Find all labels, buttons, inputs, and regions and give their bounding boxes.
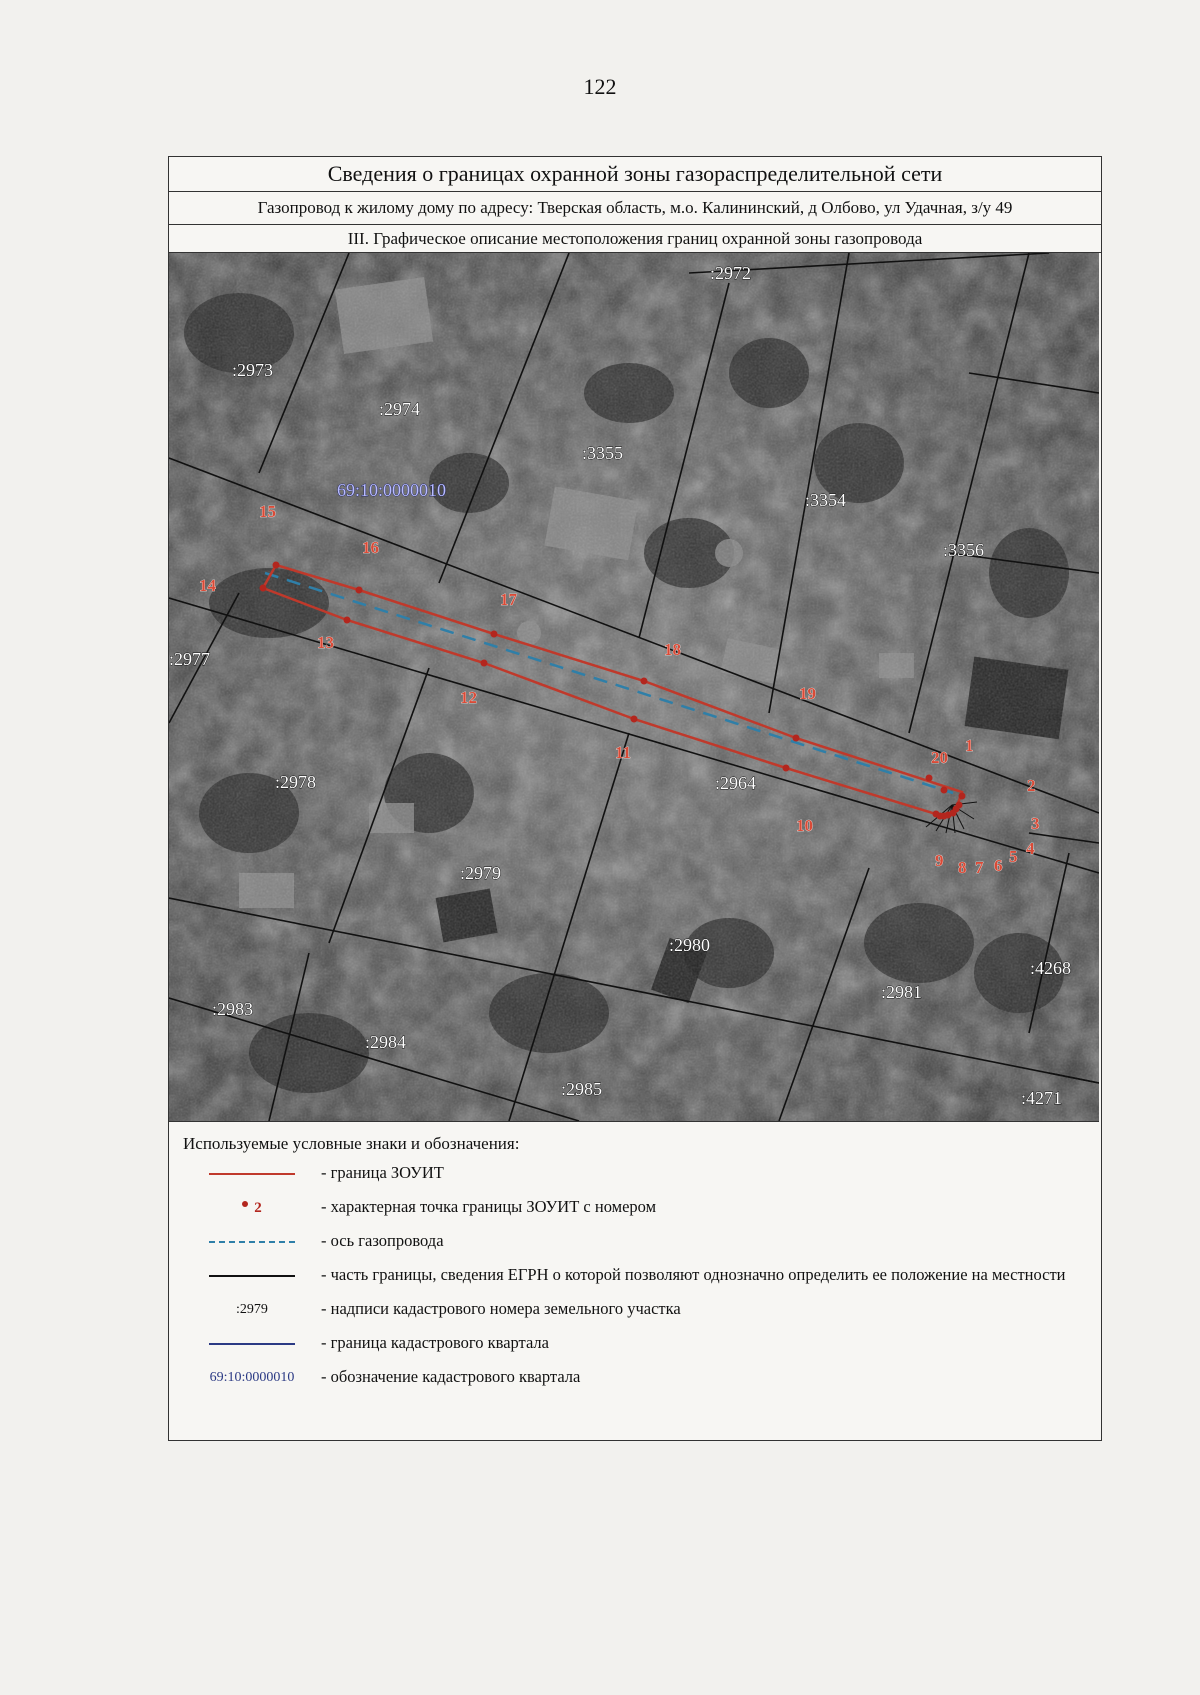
- parcel-label-2979: :2979: [460, 863, 502, 883]
- legend-quarter-sample: 69:10:0000010: [209, 1370, 295, 1385]
- point-19[interactable]: [793, 735, 800, 742]
- parcel-label-2985: :2985: [561, 1079, 603, 1099]
- legend-point-number: 2: [254, 1199, 262, 1216]
- point-20[interactable]: [926, 775, 933, 782]
- point-11[interactable]: [631, 716, 638, 723]
- legend-item-zone-boundary: [183, 1162, 1085, 1186]
- point-label-12: 12: [460, 688, 477, 707]
- point-label-15: 15: [259, 502, 276, 521]
- legend-item-quarter-boundary: [183, 1332, 1085, 1356]
- legend-text: - граница кадастрового квартала: [321, 1333, 549, 1352]
- page-number: 122: [583, 74, 617, 99]
- parcel-label-2978: :2978: [275, 772, 317, 792]
- parcel-label-2980: :2980: [669, 935, 711, 955]
- point-label-1: 1: [965, 736, 974, 755]
- point-label-2: 2: [1027, 776, 1036, 795]
- document-title: Сведения о границах охранной зоны газораспределительной сети: [169, 157, 1101, 192]
- legend-text: - часть границы, сведения ЕГРН о которой позволяют однозначно определить ее положение на местности: [321, 1265, 1066, 1284]
- parcel-label-2981: :2981: [881, 982, 923, 1002]
- legend-text: - характерная точка границы ЗОУИТ с номером: [321, 1197, 657, 1216]
- point-14[interactable]: [260, 585, 267, 592]
- document-subtitle: Газопровод к жилому дому по адресу: Тверская область, м.о. Калининский, д Олбово, ул Удачная, з/у 49: [169, 192, 1101, 225]
- point-label-8: 8: [958, 858, 967, 877]
- point-10[interactable]: [783, 765, 790, 772]
- parcel-label-4271: :4271: [1021, 1088, 1063, 1108]
- parcel-label-3356: :3356: [943, 540, 985, 560]
- point-label-14: 14: [199, 576, 216, 595]
- legend-text: - надписи кадастрового номера земельного участка: [321, 1299, 681, 1318]
- point-17[interactable]: [491, 631, 498, 638]
- point-label-7: 7: [975, 858, 984, 877]
- point-9[interactable]: [933, 811, 940, 818]
- parcel-label-2977: :2977: [169, 649, 211, 669]
- red-point-icon: [183, 1196, 321, 1220]
- point-18[interactable]: [641, 678, 648, 685]
- quarter-label: 69:10:0000010: [337, 480, 447, 500]
- point-label-18: 18: [664, 640, 681, 659]
- point-label-5: 5: [1009, 847, 1018, 866]
- point-1[interactable]: [941, 787, 948, 794]
- parcel-label-4268: :4268: [1030, 958, 1072, 978]
- legend-cadastral-sample: :2979: [236, 1302, 268, 1317]
- parcel-label-2972: :2972: [710, 263, 752, 283]
- point-label-4: 4: [1026, 839, 1035, 858]
- legend-item-cadastral-number: [183, 1298, 1085, 1322]
- parcel-label-2983: :2983: [212, 999, 254, 1019]
- point-15[interactable]: [273, 562, 280, 569]
- point-label-16: 16: [362, 538, 379, 557]
- legend-item-pipeline-axis: [183, 1230, 1085, 1254]
- legend-text: - обозначение кадастрового квартала: [321, 1367, 581, 1386]
- point-label-3: 3: [1031, 814, 1040, 833]
- parcel-label-2973: :2973: [232, 360, 274, 380]
- parcel-label-3355: :3355: [582, 443, 624, 463]
- legend-item-quarter-label: [183, 1366, 1085, 1390]
- legend-heading: Используемые условные знаки и обозначения:: [183, 1134, 520, 1153]
- blue-dashed-line-icon: [183, 1230, 321, 1254]
- point-13[interactable]: [344, 617, 351, 624]
- point-label-11: 11: [615, 743, 632, 762]
- point-label-17: 17: [500, 590, 517, 609]
- quarter-label-sample: [183, 1366, 321, 1390]
- parcel-label-2984: :2984: [365, 1032, 407, 1052]
- legend-text: - ось газопровода: [321, 1231, 444, 1250]
- parcel-label-2964: :2964: [715, 773, 757, 793]
- point-label-20: 20: [931, 748, 948, 767]
- parcel-label-3354: :3354: [805, 490, 847, 510]
- point-label-19: 19: [799, 684, 816, 703]
- legend-item-egrn-boundary: [183, 1264, 1085, 1288]
- point-16[interactable]: [356, 587, 363, 594]
- point-2[interactable]: [959, 793, 966, 800]
- cadastral-number-sample: [183, 1298, 321, 1322]
- legend-text: - граница ЗОУИТ: [321, 1163, 444, 1182]
- point-12[interactable]: [481, 660, 488, 667]
- parcel-label-2974: :2974: [379, 399, 421, 419]
- navy-line-icon: [183, 1332, 321, 1356]
- legend: [169, 1122, 1101, 1390]
- red-line-icon: [183, 1162, 321, 1186]
- section-heading: III. Графическое описание местоположения границ охранной зоны газопровода: [169, 225, 1101, 253]
- point-label-6: 6: [994, 856, 1003, 875]
- cadastral-map[interactable]: [169, 253, 1099, 1122]
- document-frame: [168, 156, 1102, 1441]
- point-label-10: 10: [796, 816, 813, 835]
- black-line-icon: [183, 1264, 321, 1288]
- point-label-9: 9: [935, 851, 944, 870]
- legend-item-boundary-point: [183, 1196, 1085, 1220]
- point-label-13: 13: [317, 633, 334, 652]
